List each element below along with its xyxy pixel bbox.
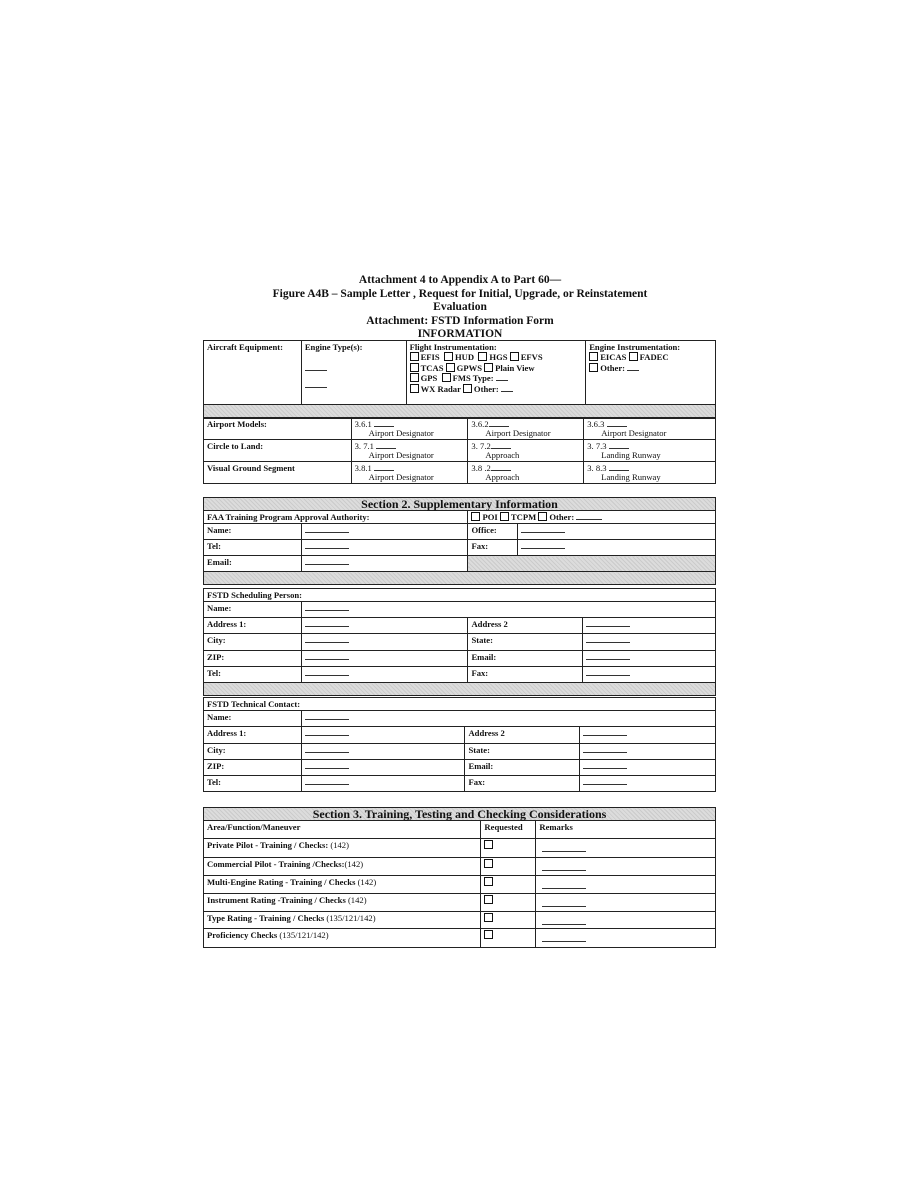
technical-tel-label: Tel: <box>204 776 302 792</box>
poi-label: POI <box>482 512 498 522</box>
hud-label: HUD <box>454 352 475 362</box>
airport-models-cell-1[interactable]: 3.6.1 Airport Designator <box>351 418 468 440</box>
hgs-checkbox[interactable] <box>478 352 487 361</box>
wx-radar-checkbox[interactable] <box>410 384 419 393</box>
requested-cell <box>481 876 536 894</box>
technical-city-label: City: <box>204 744 302 760</box>
faa-office-field[interactable] <box>518 524 716 540</box>
technical-state-field[interactable] <box>580 744 716 760</box>
poi-checkbox[interactable] <box>471 512 480 521</box>
technical-name-label: Name: <box>204 711 302 727</box>
separator-band-3 <box>204 683 716 696</box>
requested-checkbox[interactable] <box>484 877 493 886</box>
remarks-field[interactable] <box>536 929 716 948</box>
engine-instrumentation-label: Engine Instrumentation: <box>589 342 681 352</box>
scheduling-fax-field[interactable] <box>583 667 716 683</box>
scheduling-state-field[interactable] <box>583 634 716 651</box>
eicas-checkbox[interactable] <box>589 352 598 361</box>
airport-models-label: Airport Models: <box>204 418 352 440</box>
efis-checkbox[interactable] <box>410 352 419 361</box>
airport-models-cell-2[interactable]: 3.6.2 Airport Designator <box>468 418 584 440</box>
remarks-field[interactable] <box>536 858 716 876</box>
area-cell: Proficiency Checks (135/121/142) <box>204 929 481 948</box>
faa-office-label: Office: <box>468 524 518 540</box>
efvs-checkbox[interactable] <box>510 352 519 361</box>
technical-zip-label: ZIP: <box>204 760 302 776</box>
plain-view-label: Plain View <box>495 362 535 373</box>
technical-state-label: State: <box>465 744 580 760</box>
flight-instrumentation-label: Flight Instrumentation: <box>409 342 497 352</box>
faa-email-label: Email: <box>204 556 302 572</box>
faa-name-field[interactable] <box>301 524 468 540</box>
table-row <box>204 839 716 858</box>
circle-to-land-label: Circle to Land: <box>204 440 352 462</box>
gps-checkbox[interactable] <box>410 373 419 382</box>
engine-type-blank-1[interactable] <box>305 370 327 371</box>
requested-cell <box>481 858 536 876</box>
engine-type-label: Engine Type(s): <box>304 342 363 352</box>
col-remarks-header: Remarks <box>536 821 716 839</box>
scheduling-name-field[interactable] <box>301 602 715 618</box>
technical-table <box>203 697 716 792</box>
scheduling-zip-label: ZIP: <box>204 651 302 667</box>
scheduling-city-label: City: <box>204 634 302 651</box>
scheduling-email-label: Email: <box>468 651 583 667</box>
efvs-label: EFVS <box>520 352 543 362</box>
remarks-field[interactable] <box>536 912 716 929</box>
other-engine-label: Other: <box>600 362 626 373</box>
header-line-2: Figure A4B – Sample Letter , Request for Initial, Upgrade, or Reinstatement <box>272 287 648 300</box>
area-cell: Private Pilot - Training / Checks: (142) <box>204 839 481 858</box>
requested-checkbox[interactable] <box>484 913 493 922</box>
fadec-checkbox[interactable] <box>629 352 638 361</box>
technical-fax-field[interactable] <box>580 776 716 792</box>
other-engine-checkbox[interactable] <box>589 363 598 372</box>
table-row <box>204 876 716 894</box>
scheduling-address1-label: Address 1: <box>204 618 302 634</box>
eicas-label: EICAS <box>600 352 627 362</box>
scheduling-table <box>203 588 716 696</box>
faa-tel-label: Tel: <box>204 540 302 556</box>
technical-address2-label: Address 2 <box>465 727 580 744</box>
requested-checkbox[interactable] <box>484 859 493 868</box>
gpws-label: GPWS <box>456 362 482 373</box>
header-line-3: Evaluation <box>433 301 487 313</box>
scheduling-address1-field[interactable] <box>301 618 468 634</box>
technical-tel-field[interactable] <box>301 776 465 792</box>
scheduling-person-label: FSTD Scheduling Person: <box>204 589 716 602</box>
other-authority-label: Other: <box>549 512 575 522</box>
requested-cell <box>481 912 536 929</box>
header-line-4: Attachment: FSTD Information Form <box>366 314 554 327</box>
technical-address1-label: Address 1: <box>204 727 302 744</box>
remarks-field[interactable] <box>536 839 716 858</box>
section2-table <box>203 497 716 585</box>
scheduling-state-label: State: <box>468 634 583 651</box>
faa-fax-field[interactable] <box>518 540 716 556</box>
efis-label: EFIS <box>420 352 440 362</box>
area-cell: Commercial Pilot - Training /Checks:(142) <box>204 858 481 876</box>
requested-checkbox[interactable] <box>484 930 493 939</box>
engine-type-blank-2[interactable] <box>305 387 327 388</box>
airport-table <box>203 417 716 484</box>
faa-email-shaded <box>468 556 716 572</box>
engine-type-cell <box>301 341 406 405</box>
requested-checkbox[interactable] <box>484 895 493 904</box>
technical-fax-label: Fax: <box>465 776 580 792</box>
remarks-field[interactable] <box>536 876 716 894</box>
plain-view-checkbox[interactable] <box>484 363 493 372</box>
scheduling-tel-field[interactable] <box>301 667 468 683</box>
aircraft-equipment-label: Aircraft Equipment: <box>204 341 302 405</box>
technical-name-field[interactable] <box>301 711 715 727</box>
fadec-label: FADEC <box>639 352 669 362</box>
table-row <box>204 858 716 876</box>
area-cell: Type Rating - Training / Checks (135/121/142) <box>204 912 481 929</box>
fms-type-label: FMS Type: <box>452 373 494 383</box>
technical-email-label: Email: <box>465 760 580 776</box>
scheduling-email-field[interactable] <box>583 651 716 667</box>
tcas-checkbox[interactable] <box>410 363 419 372</box>
other-engine-blank[interactable] <box>627 363 639 371</box>
table-row <box>204 894 716 912</box>
remarks-field[interactable] <box>536 894 716 912</box>
scheduling-fax-label: Fax: <box>468 667 583 683</box>
other-authority-checkbox[interactable] <box>538 512 547 521</box>
requested-checkbox[interactable] <box>484 840 493 849</box>
fms-type-checkbox[interactable] <box>442 373 451 382</box>
gpws-checkbox[interactable] <box>446 363 455 372</box>
other-authority-blank[interactable] <box>576 512 602 520</box>
hud-checkbox[interactable] <box>444 352 453 361</box>
scheduling-name-label: Name: <box>204 602 302 618</box>
circle-to-land-cell-2[interactable]: 3. 7.2 Approach <box>468 440 584 462</box>
technical-address1-field[interactable] <box>301 727 465 744</box>
section2-title: Section 2. Supplementary Information <box>204 498 716 511</box>
faa-authority-label: FAA Training Program Approval Authority: <box>204 511 468 524</box>
gps-label: GPS <box>420 373 438 383</box>
requested-cell <box>481 929 536 948</box>
visual-ground-cell-2[interactable]: 3.8 .2 Approach <box>468 462 584 484</box>
circle-to-land-cell-1[interactable]: 3. 7.1 Airport Designator <box>351 440 468 462</box>
faa-email-field[interactable] <box>301 556 468 572</box>
tcpm-checkbox[interactable] <box>500 512 509 521</box>
separator-band-2 <box>204 572 716 585</box>
scheduling-city-field[interactable] <box>301 634 468 651</box>
table-row <box>204 912 716 929</box>
section3-title: Section 3. Training, Testing and Checking Considerations <box>204 808 716 821</box>
engine-instrumentation-cell <box>586 341 716 405</box>
tcpm-label: TCPM <box>510 512 537 522</box>
area-cell: Instrument Rating -Training / Checks (142) <box>204 894 481 912</box>
scheduling-address2-field[interactable] <box>583 618 716 634</box>
faa-tel-field[interactable] <box>301 540 468 556</box>
equipment-table <box>203 340 716 419</box>
tcas-label: TCAS <box>420 362 444 373</box>
faa-name-label: Name: <box>204 524 302 540</box>
hgs-label: HGS <box>489 352 508 362</box>
requested-cell <box>481 839 536 858</box>
faa-authority-options <box>468 511 716 524</box>
table-row <box>204 929 716 948</box>
other-instr-label: Other: <box>473 383 499 394</box>
document-header <box>180 274 740 342</box>
scheduling-address2-label: Address 2 <box>468 618 583 634</box>
wx-radar-label: WX Radar <box>420 383 461 394</box>
visual-ground-cell-1[interactable]: 3.8.1 Airport Designator <box>351 462 468 484</box>
technical-city-field[interactable] <box>301 744 465 760</box>
airport-models-cell-3[interactable]: 3.6.3 Airport Designator <box>584 418 716 440</box>
requested-cell <box>481 894 536 912</box>
scheduling-zip-field[interactable] <box>301 651 468 667</box>
section3-table <box>203 807 716 948</box>
circle-to-land-cell-3[interactable]: 3. 7.3 Landing Runway <box>584 440 716 462</box>
fms-type-blank[interactable] <box>496 373 508 381</box>
col-requested-header: Requested <box>481 821 536 839</box>
technical-contact-label: FSTD Technical Contact: <box>204 698 716 711</box>
visual-ground-cell-3[interactable]: 3. 8.3 Landing Runway <box>584 462 716 484</box>
col-area-header: Area/Function/Maneuver <box>204 821 481 839</box>
flight-instrumentation-cell <box>406 341 586 405</box>
other-instr-blank[interactable] <box>501 384 513 392</box>
header-line-1: Attachment 4 to Appendix A to Part 60— <box>358 274 562 286</box>
technical-email-field[interactable] <box>580 760 716 776</box>
faa-fax-label: Fax: <box>468 540 518 556</box>
visual-ground-segment-label: Visual Ground Segment <box>204 462 352 484</box>
scheduling-tel-label: Tel: <box>204 667 302 683</box>
other-instr-checkbox[interactable] <box>463 384 472 393</box>
technical-zip-field[interactable] <box>301 760 465 776</box>
header-line-5: INFORMATION <box>417 328 503 340</box>
technical-address2-field[interactable] <box>580 727 716 744</box>
area-cell: Multi-Engine Rating - Training / Checks (142) <box>204 876 481 894</box>
